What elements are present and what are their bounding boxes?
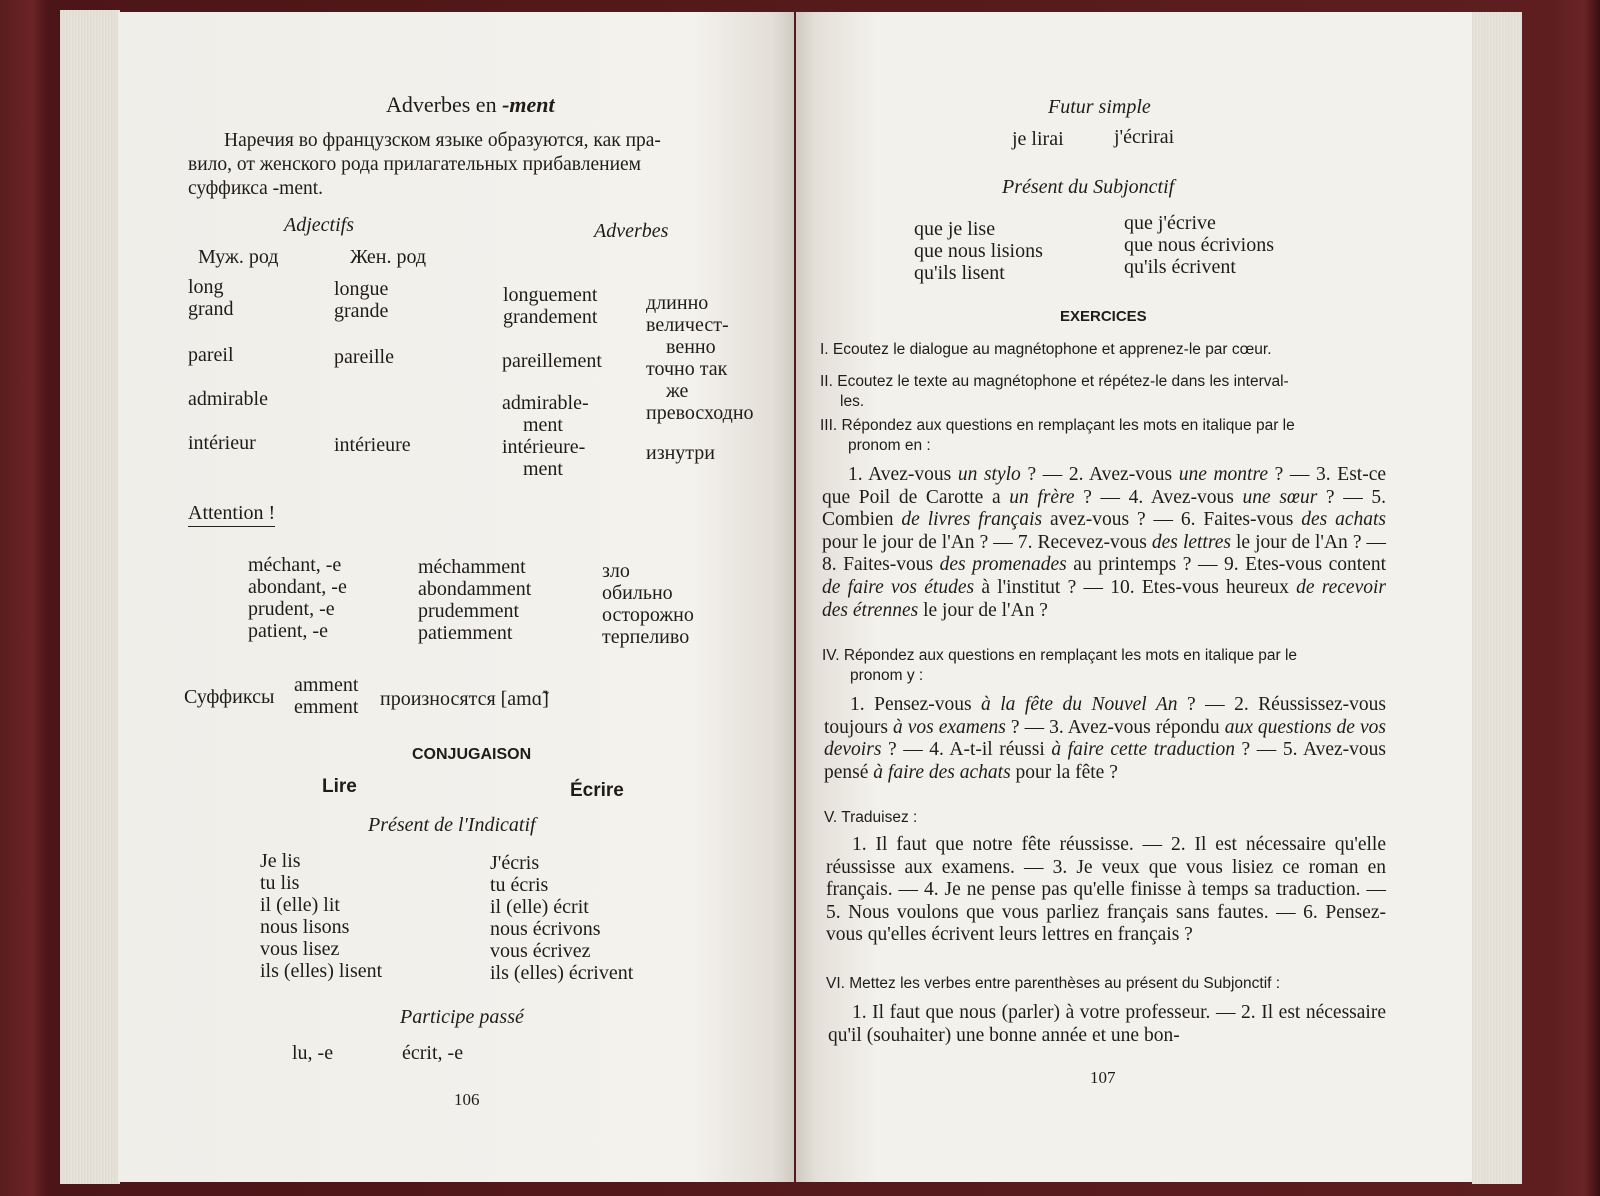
adverb-translation-cont: венно <box>666 336 716 358</box>
exercise-5-body: 1. Il faut que notre fête réussisse. — 2. Il est nécessaire qu'elle réussisse aux examens. — 3. Je veux que vous lisiez ce roman en français. — 4. Je ne pense pas qu'elle finisse à temps sa traduction. — 5. Nous voulons que vous parliez français sans fautes. — 6. Pensez-vous qu'elles écrivent leurs lettres en français ? <box>826 834 1386 946</box>
lire-form: Je lis <box>260 850 301 872</box>
attention-adj: méchant, -e <box>248 554 342 576</box>
exercise-4-line2: pronom y : <box>850 667 924 684</box>
exercise-6-label: VI. Mettez les verbes entre parenthèses au présent du Subjonctif : <box>826 975 1281 992</box>
attention-ru: осторожно <box>602 604 694 626</box>
col-adjectifs: Adjectifs <box>284 214 354 236</box>
exercise-6-body: 1. Il faut que nous (parler) à votre professeur. — 2. Il est nécessaire qu'il (souhaiter) une bonne année et une bon- <box>828 1002 1386 1046</box>
exercise-3-line2: pronom en : <box>848 437 931 454</box>
attention-heading <box>188 502 275 524</box>
exercise-4-line1: IV. Répondez aux questions en remplaçant les mots en italique par le <box>822 647 1298 664</box>
adverb: intérieure- <box>502 436 586 458</box>
lire-form: il (elle) lit <box>260 894 340 916</box>
adj-masc: grand <box>188 298 234 320</box>
page-edges-left <box>60 10 120 1184</box>
adj-fem: longue <box>334 278 389 300</box>
attention-adj: patient, -e <box>248 620 328 642</box>
ecrire-form: nous écrivons <box>490 918 601 940</box>
adj-masc: pareil <box>188 344 234 366</box>
subj-ecrire: que nous écrivions <box>1124 234 1274 256</box>
verb-ecrire: Écrire <box>570 780 624 801</box>
subj-ecrire: qu'ils écrivent <box>1124 256 1236 278</box>
adverb: grandement <box>503 306 598 328</box>
attention-ru: терпеливо <box>602 626 690 648</box>
participe-ecrire: écrit, -e <box>402 1042 464 1064</box>
exercise-3-line1: III. Répondez aux questions en remplaçant les mots en italique par le <box>820 417 1295 434</box>
suffixes-label: Суффиксы <box>184 686 275 708</box>
subj-lire: que nous lisions <box>914 240 1043 262</box>
adverb: admirable- <box>502 392 589 414</box>
adverb-cont: ment <box>523 458 563 480</box>
adverb-translation: величест- <box>646 314 729 336</box>
futur-lire: je lirai <box>1012 128 1064 150</box>
ecrire-form: il (elle) écrit <box>490 896 589 918</box>
lire-form: nous lisons <box>260 916 350 938</box>
intro-line-2: вило, от женского рода прилагательных прибавлением <box>188 154 642 175</box>
col-masc: Муж. род <box>198 246 279 268</box>
adj-fem: pareille <box>334 346 394 368</box>
adverb-translation-cont: же <box>666 380 689 402</box>
attention-ru: обильно <box>602 582 673 604</box>
exercise-1: I. Ecoutez le dialogue au magnétophone et apprenez-le par cœur. <box>820 341 1272 358</box>
intro-line-1: Наречия во французском языке образуются, как пра- <box>224 130 661 151</box>
attention-ru: зло <box>602 560 630 582</box>
futur-ecrire: j'écrirai <box>1114 126 1175 148</box>
attention-adv: prudemment <box>418 600 520 622</box>
attention-adv: patiemment <box>418 622 513 644</box>
attention-adj: prudent, -e <box>248 598 335 620</box>
page-number-left: 106 <box>454 1090 480 1109</box>
ecrire-form: ils (elles) écrivent <box>490 962 634 984</box>
adj-fem: intérieure <box>334 434 411 456</box>
lire-form: tu lis <box>260 872 300 894</box>
page-edges-right <box>1472 12 1522 1184</box>
adj-masc: long <box>188 276 224 298</box>
adj-fem: grande <box>334 300 389 322</box>
conjugaison-heading: CONJUGAISON <box>412 746 532 763</box>
adj-masc: intérieur <box>188 432 256 454</box>
ecrire-form: tu écris <box>490 874 549 896</box>
present-indicatif: Présent de l'Indicatif <box>368 814 536 836</box>
col-fem: Жен. род <box>350 246 427 268</box>
verb-lire: Lire <box>322 776 357 797</box>
lire-form: vous lisez <box>260 938 340 960</box>
right-page <box>796 12 1472 1182</box>
adverb-translation: изнутри <box>646 442 715 464</box>
col-adverbes: Adverbes <box>594 220 669 242</box>
section-title-text: Adverbes en <box>386 92 497 117</box>
adverb-translation: точно так <box>646 358 728 380</box>
lire-form: ils (elles) lisent <box>260 960 383 982</box>
subj-ecrire: que j'écrive <box>1124 212 1216 234</box>
attention-adv: abondamment <box>418 578 532 600</box>
exercise-5-label: V. Traduisez : <box>824 809 918 826</box>
ecrire-form: vous écrivez <box>490 940 591 962</box>
exercise-2-line1: II. Ecoutez le texte au magnétophone et répétez-le dans les interval- <box>820 373 1289 390</box>
section-title <box>386 94 555 116</box>
participe-passe: Participe passé <box>400 1006 524 1028</box>
exercise-2-line2: les. <box>840 393 865 410</box>
exercices-heading: EXERCICES <box>1060 308 1147 325</box>
ecrire-form: J'écris <box>490 852 540 874</box>
attention-adj: abondant, -e <box>248 576 347 598</box>
exercise-3-body: 1. Avez-vous un stylo ? — 2. Avez-vous une montre ? — 3. Est-ce que Poil de Carotte a un frère ? — 4. Avez-vous une sœur ? — 5. Combien de livres français avez-vous ? — 6. Faites-vous des achats pour le jour de l'An ? — 7. Recevez-vous des lettres le jour de l'An ? — 8. Faites-vous des promenades au printemps ? — 9. Etes-vous content de faire vos études à l'institut ? — 10. Etes-vous heureux de recevoir des étrennes le jour de l'An ? <box>822 464 1387 621</box>
futur-simple: Futur simple <box>1048 96 1151 118</box>
adj-masc: admirable <box>188 388 268 410</box>
left-page <box>118 12 794 1182</box>
adverb-translation: длинно <box>646 292 709 314</box>
adverb-cont: ment <box>523 414 563 436</box>
subj-lire: que je lise <box>914 218 996 240</box>
participe-lire: lu, -e <box>292 1042 334 1064</box>
attention-text: Attention ! <box>188 502 275 527</box>
section-title-suffix: -ment <box>502 92 555 117</box>
suffix-pronunciation: произносятся [amɑ̃] <box>380 688 549 710</box>
suffix-amment: amment <box>294 674 359 696</box>
suffix-emment: emment <box>294 696 359 718</box>
present-subjonctif: Présent du Subjonctif <box>1002 176 1175 198</box>
exercise-4-body: 1. Pensez-vous à la fête du Nouvel An ? — 2. Réussissez-vous toujours à vos examens ? — 3. Avez-vous répondu aux questions de vos devoirs ? — 4. A-t-il réussi à faire cette traduction ? — 5. Avez-vous pensé à faire des achats pour la fête ? <box>824 694 1387 783</box>
attention-adv: méchamment <box>418 556 526 578</box>
subj-lire: qu'ils lisent <box>914 262 1005 284</box>
adverb: pareillement <box>502 350 602 372</box>
adverb: longuement <box>503 284 598 306</box>
intro-line-3: суффикса -ment. <box>188 178 324 199</box>
adverb-translation: превосходно <box>646 402 754 424</box>
page-number-right: 107 <box>1090 1068 1116 1087</box>
